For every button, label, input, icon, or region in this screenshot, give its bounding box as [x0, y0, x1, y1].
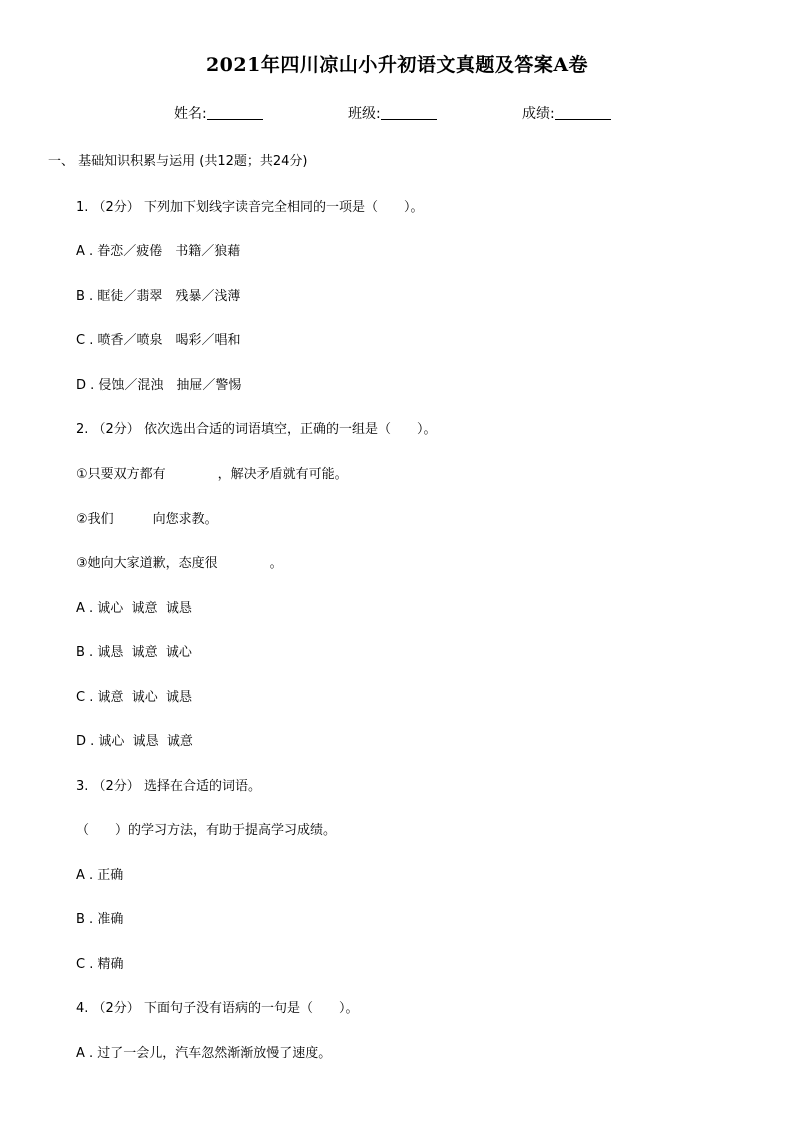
q2-sentence-2: ②我们 向您求教。	[76, 512, 218, 527]
score-blank[interactable]	[555, 105, 611, 120]
q1-option-c[interactable]: C . 喷香／喷泉 喝彩／唱和	[76, 333, 241, 348]
q2-option-d[interactable]: D . 诚心 诚恳 诚意	[76, 734, 193, 749]
name-label: 姓名:	[174, 106, 207, 122]
class-label: 班级:	[348, 106, 381, 122]
score-field[interactable]	[522, 103, 611, 123]
q2-sentence-1: ①只要双方都有 ，解决矛盾就有可能。	[76, 467, 348, 482]
q3-option-a[interactable]: A . 正确	[76, 868, 124, 883]
q3-option-c[interactable]: C . 精确	[76, 957, 124, 972]
q3-sentence: （ ）的学习方法，有助于提高学习成绩。	[76, 823, 337, 838]
class-field[interactable]	[348, 103, 437, 123]
section-heading: 一、 基础知识积累与运用 (共12题；共24分)	[48, 154, 308, 169]
page-title: 2021年四川凉山小升初语文真题及答案A卷	[205, 54, 589, 76]
q4-option-a[interactable]: A . 过了一会儿，汽车忽然渐渐放慢了速度。	[76, 1046, 332, 1061]
question-1-stem: 1. （2分） 下列加下划线字读音完全相同的一项是（ ）。	[76, 200, 424, 215]
question-4-stem: 4. （2分） 下面句子没有语病的一句是（ ）。	[76, 1001, 359, 1016]
name-blank[interactable]	[207, 105, 263, 120]
q1-option-b[interactable]: B . 眶徒／翡翠 残暴／浅薄	[76, 289, 241, 304]
q2-option-c[interactable]: C . 诚意 诚心 诚恳	[76, 690, 193, 705]
question-2-stem: 2. （2分） 依次选出合适的词语填空，正确的一组是（ ）。	[76, 422, 437, 437]
question-3-stem: 3. （2分） 选择在合适的词语。	[76, 779, 261, 794]
name-field[interactable]	[174, 103, 263, 123]
q2-option-a[interactable]: A . 诚心 诚意 诚恳	[76, 601, 192, 616]
q1-option-a[interactable]: A . 眷恋／疲倦 书籍／狼藉	[76, 244, 241, 259]
q2-option-b[interactable]: B . 诚恳 诚意 诚心	[76, 645, 192, 660]
score-label: 成绩:	[522, 106, 555, 122]
class-blank[interactable]	[381, 105, 437, 120]
q3-option-b[interactable]: B . 准确	[76, 912, 124, 927]
q1-option-d[interactable]: D . 侵蚀／混浊 抽屉／警惕	[76, 378, 242, 393]
q2-sentence-3: ③她向大家道歉，态度很 。	[76, 556, 283, 571]
